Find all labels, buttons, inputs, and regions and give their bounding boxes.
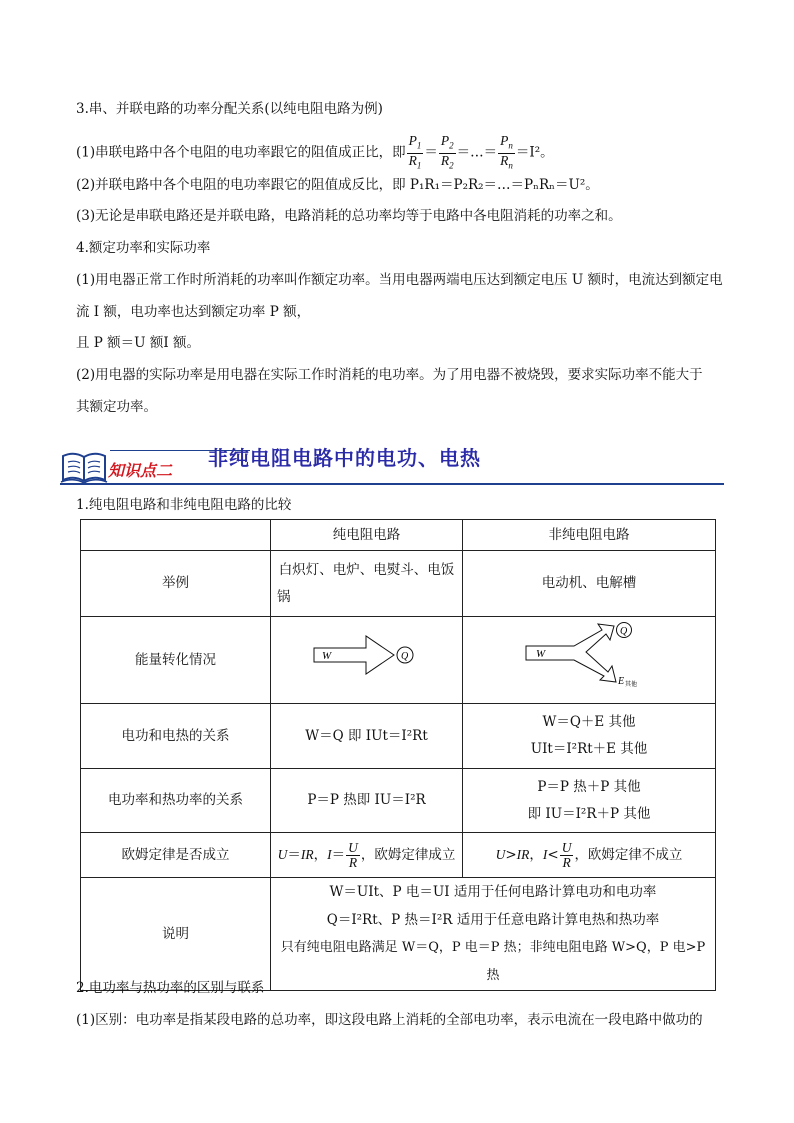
cell-power-pure: P＝P 热即 IU＝I²R <box>271 769 463 833</box>
energy-diagram-pure <box>312 630 422 680</box>
section4-item1-line2: 流 I 额，电功率也达到额定功率 P 额， <box>76 304 311 320</box>
section3-item1: (1)串联电路中各个电阻的电功率跟它的阻值成正比，即 $\frac{P_1}{R_1}$ ＝ $\frac{P_2}{R_2}$ ＝…＝ $\frac{P_n}{R_n}$ ＝I²。 <box>76 133 554 171</box>
cell-example-pure <box>271 551 463 617</box>
section3-item1-end: ＝I²。 <box>515 144 554 161</box>
ohm-nonpure-tail: ，欧姆定律不成立 <box>574 846 683 863</box>
cell-example-nonpure: 电动机、电解槽 <box>463 551 716 617</box>
energy-diagram-nonpure <box>524 622 654 688</box>
fraction-pn-rn: $\frac{P_n}{R_n}$ <box>500 133 513 171</box>
table-row-note <box>81 878 716 991</box>
power-nonpure-line1: P＝P 热＋P 其他 <box>537 778 641 795</box>
row-label-note: 说明 <box>81 878 271 991</box>
section4-item1-line1: (1)用电器正常工作时所消耗的功率叫作额定功率。当用电器两端电压达到额定电压 U 额时，电流达到额定电 <box>76 272 723 288</box>
row-label-power: 电功率和热功率的关系 <box>81 769 271 833</box>
diagram-e-sub: 其他 <box>625 681 638 688</box>
section4-item2-line2: 其额定功率。 <box>76 399 157 415</box>
cell-note <box>271 878 716 991</box>
power-nonpure-line2: 即 IU＝I²R＋P 其他 <box>527 805 651 822</box>
comparison-table <box>80 519 716 991</box>
cell-power-nonpure <box>463 769 716 833</box>
row-label-example: 举例 <box>81 551 271 617</box>
diagram-w-label: W <box>321 650 331 662</box>
table-row-ohm <box>81 833 716 878</box>
diagram-e-label: E <box>618 676 625 687</box>
table-header-row <box>81 520 716 551</box>
table-row-energy <box>81 617 716 704</box>
col-header-nonpure: 非纯电阻电路 <box>463 520 716 551</box>
knowledge-point-label: 知识点二 <box>108 461 173 480</box>
diagram-w-label-2: W <box>536 648 546 660</box>
cell-energy-pure <box>271 617 463 704</box>
cell-work-pure: W＝Q 即 IUt＝I²Rt <box>271 704 463 769</box>
section3-heading: 3.串、并联电路的功率分配关系(以纯电阻电路为例) <box>76 101 383 117</box>
ohm-pure-tail: ，欧姆定律成立 <box>360 846 456 863</box>
cell-work-nonpure <box>463 704 716 769</box>
cell-ohm-pure <box>271 833 463 878</box>
cell-ohm-nonpure <box>463 833 716 878</box>
table-row-example <box>81 551 716 617</box>
table-corner-cell <box>81 520 271 551</box>
table-row-power <box>81 769 716 833</box>
knowledge-point-header <box>60 440 724 490</box>
section4-heading: 4.额定功率和实际功率 <box>76 240 211 256</box>
fraction-p2-r2: $\frac{P_2}{R_2}$ <box>440 133 454 171</box>
section3-item1-prefix: (1)串联电路中各个电阻的电功率跟它的阻值成正比，即 <box>76 144 406 161</box>
section3-item1-mid: ＝…＝ <box>456 144 498 161</box>
ohm-nonpure-formula: U>IR，I< $\frac{U}{R}$ <box>495 839 572 870</box>
row-label-energy: 能量转化情况 <box>81 617 271 704</box>
diagram-q-label: Q <box>400 651 408 662</box>
note-line2: Q＝I²Rt、P 热＝I²R 适用于任意电路计算电热和热功率 <box>326 912 660 928</box>
section3-item3: (3)无论是串联电路还是并联电路，电路消耗的总功率均等于电路中各电阻消耗的功率之和。 <box>76 208 622 224</box>
table-row-work <box>81 704 716 769</box>
section4-item1-line3: 且 P 额＝U 额I 额。 <box>76 335 200 351</box>
open-book-icon <box>60 450 108 484</box>
section3-item2: (2)并联电路中各个电阻的电功率跟它的阻值成反比，即 P₁R₁＝P₂R₂＝…＝PₙRₙ＝U²。 <box>76 177 599 193</box>
note-line1: W＝UIt、P 电＝UI 适用于任何电路计算电功和电功率 <box>329 884 657 900</box>
col-header-pure: 纯电阻电路 <box>271 520 463 551</box>
work-nonpure-line2: UIt＝I²Rt＋E 其他 <box>530 741 648 757</box>
fraction-p1-r1: $\frac{P_1}{R_1}$ <box>408 133 422 171</box>
section2-item1: (1)区别：电功率是指某段电路的总功率，即这段电路上消耗的全部电功率，表示电流在一段电路中做功的 <box>76 1012 703 1028</box>
section4-item2-line1: (2)用电器的实际功率是用电器在实际工作时消耗的电功率。为了用电器不被烧毁，要求实际功率不能大于 <box>76 367 703 383</box>
cell-energy-nonpure <box>463 617 716 704</box>
ohm-pure-formula: U＝IR，I＝ $\frac{U}{R}$ <box>277 839 358 870</box>
row-label-ohm: 欧姆定律是否成立 <box>81 833 271 878</box>
example-pure-line2: 锅 <box>277 588 291 605</box>
diagram-q-label-2: Q <box>620 626 628 637</box>
row-label-work: 电功和电热的关系 <box>81 704 271 769</box>
knowledge-point-title: 非纯电阻电路中的电功、电热 <box>208 446 481 470</box>
section2-heading: 2.电功率与热功率的区别与联系 <box>76 980 265 996</box>
header-bottom-rule <box>60 483 724 485</box>
comparison-heading: 1.纯电阻电路和非纯电阻电路的比较 <box>76 497 292 513</box>
work-nonpure-line1: W＝Q＋E 其他 <box>542 714 636 730</box>
note-line3: 只有纯电阻电路满足 W＝Q，P 电＝P 热；非纯电阻电路 W>Q，P 电>P 热 <box>280 940 706 983</box>
example-pure-line1: 白炽灯、电炉、电熨斗、电饭 <box>278 561 455 578</box>
